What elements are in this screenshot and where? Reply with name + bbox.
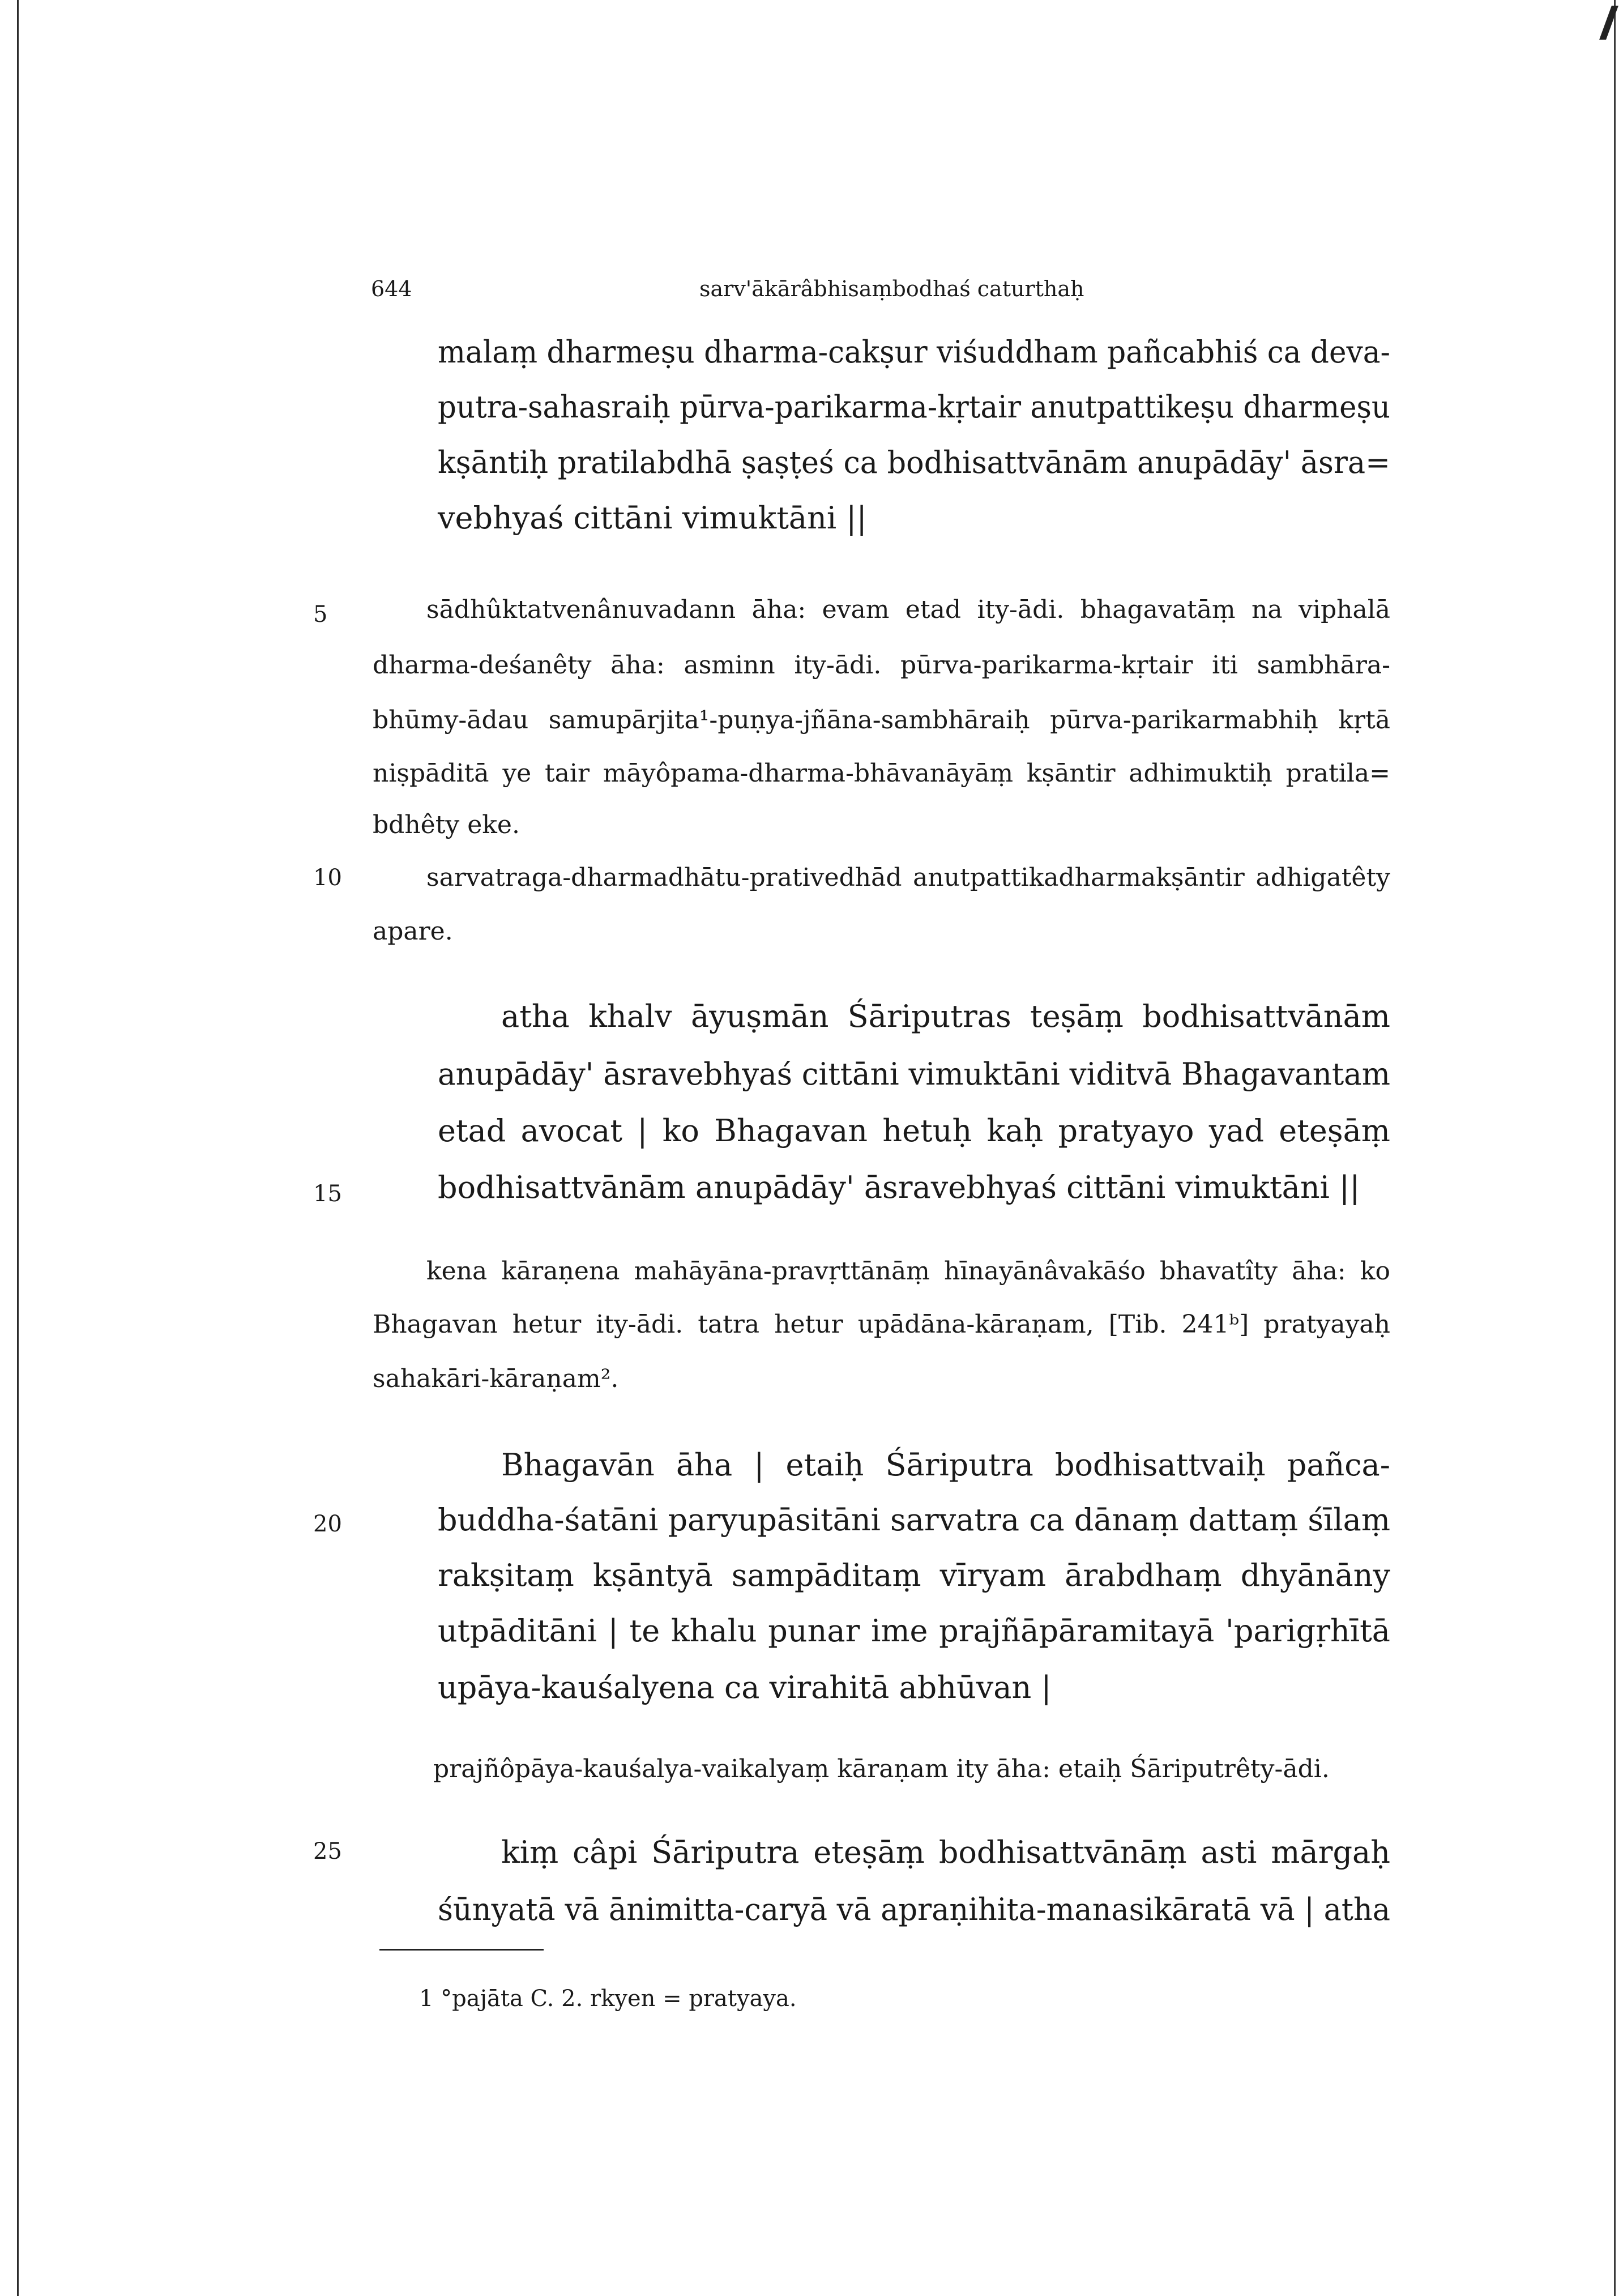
sutra-line: kiṃ câpi Śāriputra eteṣāṃ bodhisattvānāṃ asti mārgaḥ xyxy=(501,1834,1390,1870)
sutra-line: Bhagavān āha | etaiḥ Śāriputra bodhisattvaiḥ pañca- xyxy=(501,1447,1390,1483)
commentary-line: sahakāri-kāraṇam². xyxy=(373,1364,619,1393)
sutra-line: putra-sahasraiḥ pūrva-parikarma-kṛtair anutpattikeṣu dharmeṣu xyxy=(438,389,1390,425)
commentary-line: apare. xyxy=(373,917,453,946)
scan-edge-left xyxy=(17,0,19,2296)
commentary-line: niṣpāditā ye tair māyôpama-dharma-bhāvanāyāṃ kṣāntir adhimuktiḥ pratila= xyxy=(373,759,1390,788)
commentary-line: bhūmy-ādau samupārjita¹-puṇya-jñāna-sambhāraiḥ pūrva-parikarmabhiḥ kṛtā xyxy=(373,706,1390,735)
line-number: 5 xyxy=(313,601,328,628)
commentary-line: dharma-deśanêty āha: asminn ity-ādi. pūrva-parikarma-kṛtair iti sambhāra- xyxy=(373,651,1390,680)
sutra-line: vebhyaś cittāni vimuktāni || xyxy=(438,500,867,536)
line-number: 25 xyxy=(313,1838,342,1864)
sutra-line: śūnyatā vā ānimitta-caryā vā apraṇihita-manasikāratā vā | atha xyxy=(438,1892,1390,1927)
commentary-line: bdhêty eke. xyxy=(373,810,520,839)
sutra-line: atha khalv āyuṣmān Śāriputras teṣāṃ bodhisattvānām xyxy=(501,998,1390,1034)
sutra-line: utpāditāni | te khalu punar ime prajñāpāramitayā 'parigṛhītā xyxy=(438,1613,1390,1649)
footnotes: 1 °pajāta C. 2. rkyen = pratyaya. xyxy=(419,1986,797,2012)
commentary-line: sarvatraga-dharmadhātu-prativedhād anutpattikadharmakṣāntir adhigatêty xyxy=(426,863,1390,892)
scan-edge-right xyxy=(1614,0,1616,2296)
line-number: 10 xyxy=(313,865,342,891)
commentary-line: kena kāraṇena mahāyāna-pravṛttānāṃ hīnayānâvakāśo bhavatîty āha: ko xyxy=(426,1257,1390,1286)
sutra-line: etad avocat | ko Bhagavan hetuḥ kaḥ pratyayo yad eteṣāṃ xyxy=(438,1113,1390,1149)
footnote-rule xyxy=(379,1949,544,1951)
commentary-line: Bhagavan hetur ity-ādi. tatra hetur upādāna-kāraṇam, [Tib. 241ᵇ] pratyayaḥ xyxy=(373,1310,1390,1339)
sutra-line: upāya-kauśalyena ca virahitā abhūvan | xyxy=(438,1670,1052,1705)
sutra-line: kṣāntiḥ pratilabdhā ṣaṣṭeś ca bodhisattvānām anupādāy' āsra= xyxy=(438,445,1390,480)
line-number: 15 xyxy=(313,1181,342,1207)
commentary-line: prajñôpāya-kauśalya-vaikalyaṃ kāraṇam ity āha: etaiḥ Śāriputrêty-ādi. xyxy=(433,1755,1330,1783)
sutra-line: anupādāy' āsravebhyaś cittāni vimuktāni viditvā Bhagavantam xyxy=(438,1056,1390,1092)
line-number: 20 xyxy=(313,1511,342,1537)
sutra-line: buddha-śatāni paryupāsitāni sarvatra ca dānaṃ dattaṃ śīlaṃ xyxy=(438,1502,1390,1538)
sutra-line: rakṣitaṃ kṣāntyā sampāditaṃ vīryam ārabdhaṃ dhyānāny xyxy=(438,1557,1390,1593)
page-number: 644 xyxy=(371,276,412,301)
running-title: sarv'ākārâbhisaṃbodhaś caturthaḥ xyxy=(699,276,1084,301)
sutra-line: malaṃ dharmeṣu dharma-cakṣur viśuddham pañcabhiś ca deva- xyxy=(438,334,1390,370)
commentary-line: sādhûktatvenânuvadann āha: evam etad ity-ādi. bhagavatāṃ na viphalā xyxy=(426,595,1390,624)
sutra-line: bodhisattvānām anupādāy' āsravebhyaś cittāni vimuktāni || xyxy=(438,1170,1360,1205)
